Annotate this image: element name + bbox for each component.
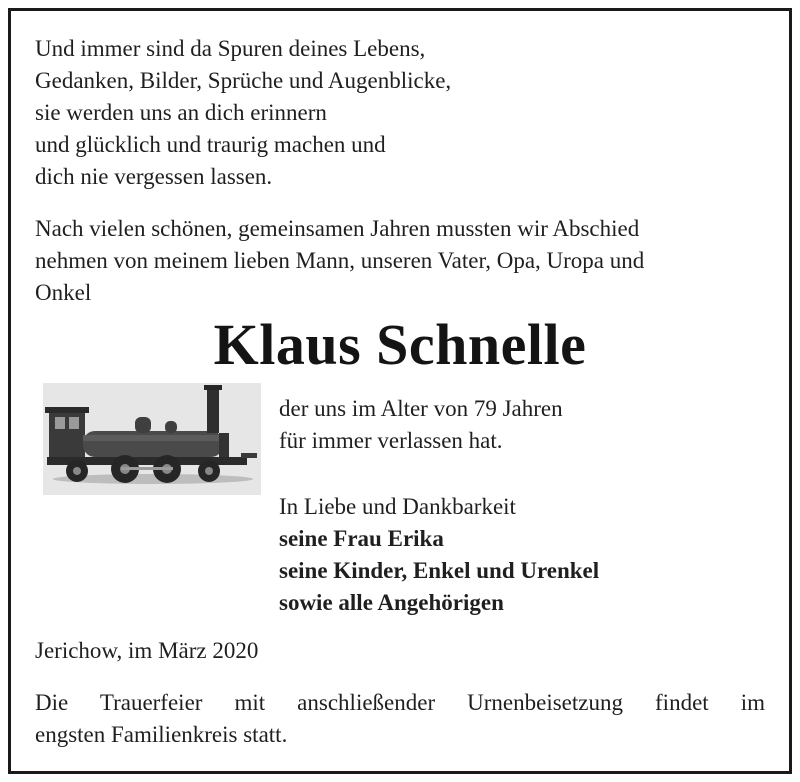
mourner-line: seine Kinder, Enkel und Urenkel (279, 558, 600, 583)
funeral-note-line: engsten Familienkreis statt. (35, 722, 288, 747)
obituary-notice (8, 8, 792, 774)
funeral-note-line: Die Trauerfeier mit anschließender Urnenbeisetzung findet im (35, 690, 765, 715)
poem-line: und glücklich und traurig machen und (35, 132, 386, 157)
poem-line: dich nie vergessen lassen. (35, 164, 273, 189)
poem-line: Gedanken, Bilder, Sprüche und Augenblicke, (35, 68, 452, 93)
mourner-line: seine Frau Erika (279, 526, 444, 551)
intro-line: Nach vielen schönen, gemeinsamen Jahren mussten wir Abschied (35, 216, 640, 241)
mourner-line: sowie alle Angehörigen (279, 590, 504, 615)
closing-line: In Liebe und Dankbarkeit (279, 494, 516, 519)
age-line: für immer verlassen hat. (279, 428, 503, 453)
poem-line: sie werden uns an dich erinnern (35, 100, 327, 125)
poem-line: Und immer sind da Spuren deines Lebens, (35, 36, 426, 61)
place-date: Jerichow, im März 2020 (35, 638, 259, 663)
intro-line: nehmen von meinem lieben Mann, unseren Vater, Opa, Uropa und (35, 248, 645, 273)
age-line: der uns im Alter von 79 Jahren (279, 396, 563, 421)
deceased-name: Klaus Schnelle (213, 312, 587, 377)
intro-line: Onkel (35, 280, 92, 305)
steam-locomotive-photo (43, 383, 261, 495)
